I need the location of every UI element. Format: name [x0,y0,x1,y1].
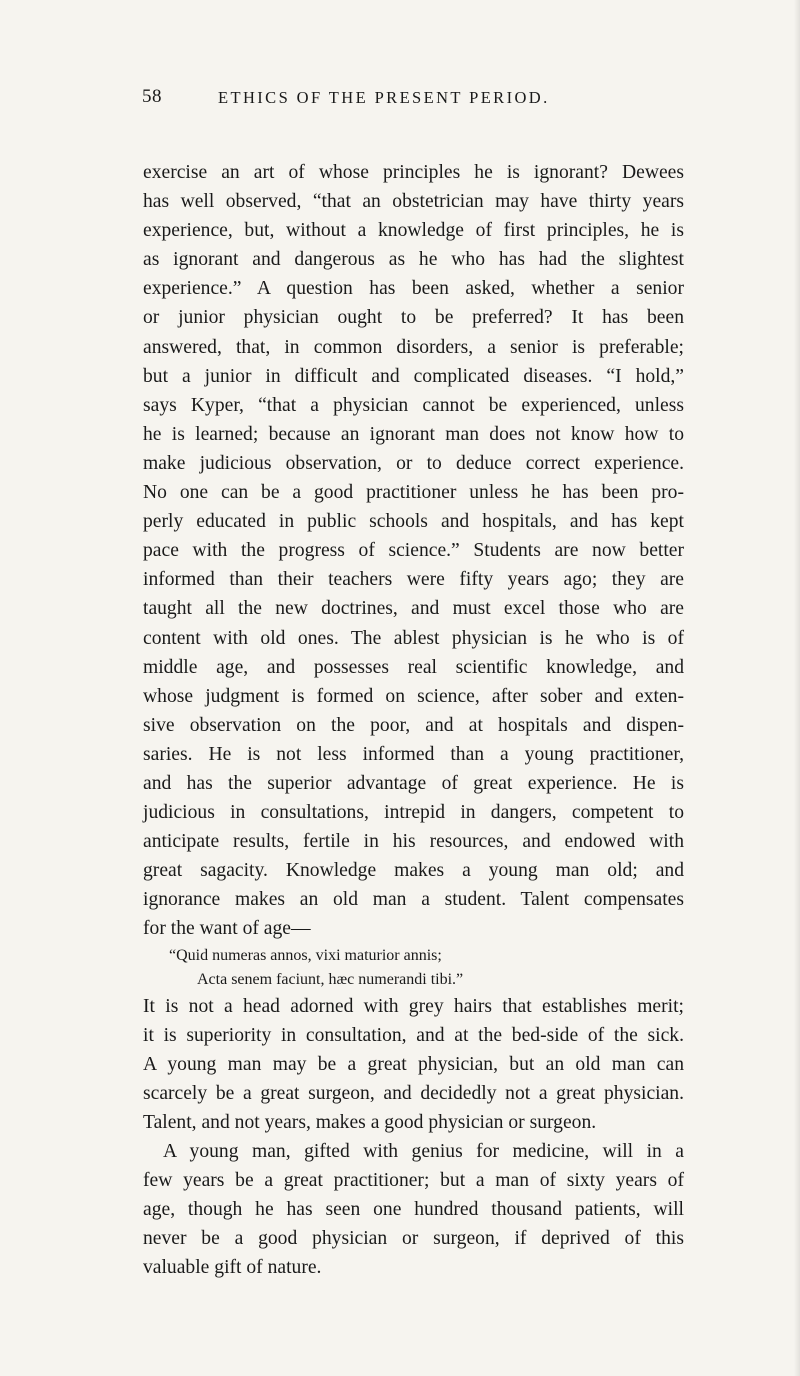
body-text [143,158,684,1282]
paragraph-2 [143,992,684,1137]
page-header [142,86,682,114]
paragraph-1 [143,158,684,944]
text-line: judicious in consultations, intrepid in dangers, competent to [143,802,684,824]
text-line: it is superiority in consultation, and at the bed-side of the sick. [143,1024,684,1046]
text-line: saries. He is not less informed than a young practitioner, [143,743,684,765]
text-line: experience.” A question has been asked, whether a senior [143,278,684,300]
text-line: he is learned; because an ignorant man does not know how to [143,423,684,445]
text-line: for the want of age— [143,918,311,940]
text-line: anticipate results, fertile in his resources, and endowed with [143,831,684,853]
text-line: ignorance makes an old man a student. Talent compensates [143,889,684,911]
text-line: middle age, and possesses real scientific knowledge, and [143,656,684,678]
text-line: answered, that, in common disorders, a senior is preferable; [143,336,684,358]
text-line: and has the superior advantage of great experience. He is [143,772,684,794]
text-line: informed than their teachers were fifty years ago; they are [143,569,684,591]
text-line: never be a good physician or surgeon, if deprived of this [143,1228,684,1250]
text-line: A young man may be a great physician, but an old man can [143,1053,684,1075]
running-head: ETHICS OF THE PRESENT PERIOD. [218,88,550,107]
text-line: taught all the new doctrines, and must excel those who are [143,598,684,620]
text-line: perly educated in public schools and hospitals, and has kept [143,511,684,533]
text-line: experience, but, without a knowledge of first principles, he is [143,220,684,242]
text-line: as ignorant and dangerous as he who has had the slightest [143,249,684,271]
page-edge-shadow [794,0,800,1376]
text-line: exercise an art of whose principles he is ignorant? Dewees [143,162,684,183]
text-line: says Kyper, “that a physician cannot be experienced, unless [143,394,684,416]
quote-line: Acta senem faciunt, hæc numerandi tibi.” [197,970,464,988]
text-line: few years be a great practitioner; but a man of sixty years of [143,1170,684,1192]
quote-line: “Quid numeras annos, vixi maturior annis; [169,946,442,964]
text-line: has well observed, “that an obstetrician may have thirty years [143,191,684,213]
text-line: sive observation on the poor, and at hospitals and dispen- [143,714,684,736]
text-line: A young man, gifted with genius for medicine, will in a [163,1141,684,1162]
text-line: great sagacity. Knowledge makes a young man old; and [143,860,684,882]
text-line: No one can be a good practitioner unless he has been pro- [143,482,684,504]
text-line: It is not a head adorned with grey hairs that establishes merit; [143,995,684,1017]
latin-quotation [143,944,684,992]
text-line: pace with the progress of science.” Students are now better [143,540,684,562]
paragraph-3 [143,1137,684,1282]
text-line: Talent, and not years, makes a good physician or surgeon. [143,1111,597,1133]
page-number: 58 [142,86,162,107]
text-line: content with old ones. The ablest physician is he who is of [143,627,684,649]
text-line: age, though he has seen one hundred thousand patients, will [143,1199,684,1221]
text-line: valuable gift of nature. [143,1257,322,1279]
text-line: scarcely be a great surgeon, and decidedly not a great physician. [143,1082,684,1104]
text-line: or junior physician ought to be preferred? It has been [143,307,684,329]
text-line: make judicious observation, or to deduce correct experience. [143,452,684,474]
text-line: whose judgment is formed on science, after sober and exten- [143,685,684,707]
text-line: but a junior in difficult and complicated diseases. “I hold,” [143,365,684,387]
